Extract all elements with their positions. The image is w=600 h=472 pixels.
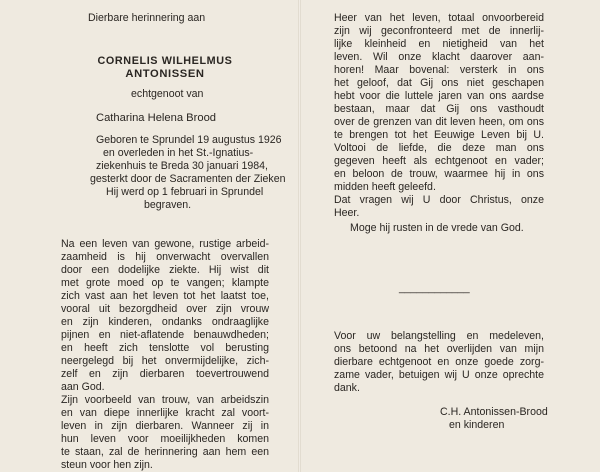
paragraph-line: zich vast aan het leven tot het laatst toe, [61, 290, 269, 302]
paragraph-line: leven in zijn dierbaren. Wanneer zij in [61, 420, 269, 432]
paragraph-line: en van diepe innerlijke kracht zal voort- [61, 407, 269, 419]
paragraph-line: pijnen en niet-aflatende benauwdheden; [61, 329, 269, 341]
bio-line: Geboren te Sprundel 19 augustus 1926 [96, 134, 282, 146]
prayer-line: leven. Wil onze klacht daarover aan- [334, 51, 544, 63]
prayer-line: te brengen tot het Eeuwige Leven bij U. [334, 129, 544, 141]
deceased-name-line1: CORNELIS WILHELMUS [97, 55, 233, 67]
paragraph-line: vooral uit bezorgdheid over zijn vrouw [61, 303, 269, 315]
prayer-line: gegeven heeft als echtgenoot en vader; [334, 155, 544, 167]
thanks-line: dank. [334, 382, 360, 394]
paragraph-line: hun leven voor moeilijkheden komen [61, 433, 269, 445]
signature-name: C.H. Antonissen-Brood [440, 406, 548, 418]
prayer-line: Heer van het leven, totaal onvoorbereid [334, 12, 544, 24]
paragraph-line: door een dodelijke ziekte. Hij wist dit [61, 264, 269, 276]
paragraph-line: zaamheid is hij onverwacht overvallen [61, 251, 269, 263]
paragraph-line: neergelegd bij het onvermijdelijke, zich- [61, 355, 269, 367]
bio-line: gesterkt door de Sacramenten der Zieken [90, 173, 286, 185]
paragraph-line: aan God. [61, 381, 105, 393]
right-panel [301, 0, 600, 472]
paragraph-line: steun voor hen zijn. [61, 459, 153, 471]
separator-line: ____________ [399, 282, 470, 294]
prayer-line: Heer. [334, 207, 360, 219]
paragraph-line: met grote moed op te vangen; klampte [61, 277, 269, 289]
prayer-line: Dat vragen wij U door Christus, onze [334, 194, 544, 206]
prayer-line: over de grenzen van dit leven heen, om ons [334, 116, 544, 128]
prayer-line: horen! Maar bovenal: versterk in ons [334, 64, 544, 76]
bio-line: begraven. [144, 199, 192, 211]
thanks-line: dierbare echtgenoot en onze goede zorg- [334, 356, 544, 368]
bio-line: Hij werd op 1 februari in Sprundel [106, 186, 264, 198]
prayer-line: midden heeft geleefd. [334, 181, 436, 193]
deceased-name-line2: ANTONISSEN [125, 68, 205, 80]
spouse-name: Catharina Helena Brood [96, 112, 217, 124]
paragraph-line: en zijn kinderen, ondanks ondraaglijke [61, 316, 269, 328]
prayer-line: en beloon de trouw, waarmee hij in ons [334, 168, 544, 180]
prayer-line: zijn wij geconfronteerd met de innerlij- [334, 25, 544, 37]
thanks-line: Voor uw belangstelling en medeleven, [334, 330, 544, 342]
left-panel [0, 0, 298, 472]
paragraph-line: zelf en zijn dierbaren toevertrouwend [61, 368, 269, 380]
paragraph-line: en heeft zich tenslotte vol berusting [61, 342, 269, 354]
thanks-line: zame vader, betuigen wij U onze oprechte [334, 369, 544, 381]
bio-line: ziekenhuis te Breda 30 januari 1984, [96, 160, 268, 172]
thanks-line: ons betoond na het overlijden van mijn [334, 343, 544, 355]
signature-family: en kinderen [449, 419, 505, 431]
intro-text: Dierbare herinnering aan [88, 12, 206, 24]
bio-line: en overleden in het St.-Ignatius- [103, 147, 254, 159]
paragraph-line: Na een leven van gewone, rustige arbeid- [61, 238, 269, 250]
prayer-line: bestaan, maar dat Gij ons vasthoudt [334, 103, 544, 115]
spouse-intro: echtgenoot van [131, 88, 204, 100]
prayer-line: Voltooi de liefde, die deze man ons [334, 142, 544, 154]
prayer-line: het geloof, dat Gij ons niet geschapen [334, 77, 544, 89]
prayer-line: lijke kleinheid en nietigheid van het [334, 38, 544, 50]
paragraph-line: te staan, zal de herinnering aan hem een [61, 446, 269, 458]
prayer-line: hebt voor die luttele jaren van ons aardse [334, 90, 544, 102]
rest-in-peace-line: Moge hij rusten in de vrede van God. [350, 222, 524, 234]
paragraph-line: Zijn voorbeeld van trouw, van arbeidszin [61, 394, 269, 406]
